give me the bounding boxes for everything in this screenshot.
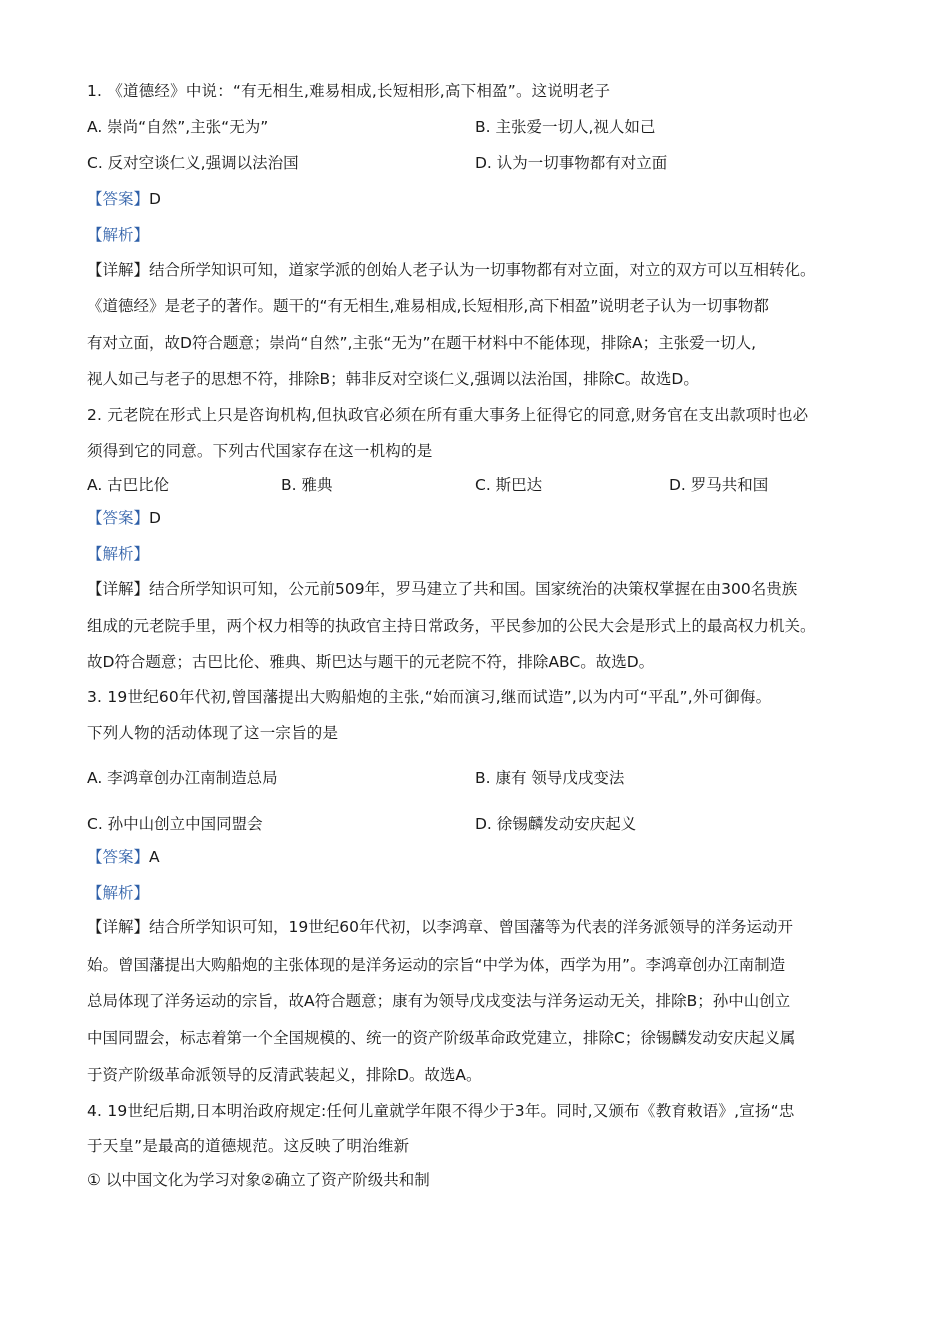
q2-analysis-tag: 【解析】 bbox=[87, 545, 150, 563]
q3-detail-line-2: 始。曾国藩提出大购船炮的主张体现的是洋务运动的宗旨“中学为体，西学为用”。李鸿章创办江南制造 bbox=[87, 956, 786, 974]
q3-detail-tag: 【详解】 bbox=[87, 918, 150, 936]
q2-answer-tag: 【答案】 bbox=[87, 509, 150, 527]
q2-option-a: A. 古巴比伦 bbox=[87, 476, 170, 494]
q3-analysis-tag: 【解析】 bbox=[87, 884, 150, 902]
q3-answer-value: A bbox=[149, 848, 160, 866]
q1-option-b: B. 主张爱一切人,视人如己 bbox=[475, 118, 656, 136]
q4-items: ① 以中国文化为学习对象②确立了资产阶级共和制 bbox=[87, 1171, 430, 1189]
q2-detail-line-1 bbox=[87, 579, 797, 599]
q1-answer-tag: 【答案】 bbox=[87, 190, 150, 208]
q2-stem-line-2: 须得到它的同意。下列古代国家存在这一机构的是 bbox=[87, 442, 433, 460]
q2-answer-value: D bbox=[149, 509, 161, 527]
q2-option-c: C. 斯巴达 bbox=[475, 476, 543, 494]
q1-answer-line bbox=[87, 189, 161, 209]
q2-detail-tag: 【详解】 bbox=[87, 580, 150, 598]
q1-analysis-tag: 【解析】 bbox=[87, 226, 150, 244]
q2-detail-text-1: 结合所学知识可知，公元前509年，罗马建立了共和国。国家统治的决策权掌握在由300名贵族 bbox=[149, 580, 798, 598]
q3-detail-line-1 bbox=[87, 917, 793, 937]
q1-detail-line-3: 有对立面，故D符合题意；崇尚“自然”,主张“无为”在题干材料中不能体现，排除A；主张爱一切人, bbox=[87, 334, 757, 352]
q2-detail-line-3: 故D符合题意；古巴比伦、雅典、斯巴达与题干的元老院不符，排除ABC。故选D。 bbox=[87, 653, 655, 671]
q1-stem: 1. 《道德经》中说：“有无相生,难易相成,长短相形,高下相盈”。这说明老子 bbox=[87, 82, 611, 100]
q4-stem-line-2: 于天皇”是最高的道德规范。这反映了明治维新 bbox=[87, 1137, 410, 1155]
q2-option-b: B. 雅典 bbox=[281, 476, 333, 494]
q1-option-a: A. 崇尚“自然”,主张“无为” bbox=[87, 118, 269, 136]
q1-detail-line-4: 视人如己与老子的思想不符，排除B；韩非反对空谈仁义,强调以法治国，排除C。故选D。 bbox=[87, 370, 699, 388]
q1-detail-text-1: 结合所学知识可知，道家学派的创始人老子认为一切事物都有对立面，对立的双方可以互相转化。 bbox=[149, 261, 816, 279]
q2-stem-line-1: 2. 元老院在形式上只是咨询机构,但执政官必须在所有重大事务上征得它的同意,财务官在支出款项时也必 bbox=[87, 406, 809, 424]
q2-answer-line bbox=[87, 508, 161, 528]
q1-answer-value: D bbox=[149, 190, 161, 208]
q3-stem-line-2: 下列人物的活动体现了这一宗旨的是 bbox=[87, 724, 339, 742]
q1-option-d: D. 认为一切事物都有对立面 bbox=[475, 154, 668, 172]
q3-detail-text-1: 结合所学知识可知，19世纪60年代初，以李鸿章、曾国藩等为代表的洋务派领导的洋务运动开 bbox=[149, 918, 793, 936]
q3-answer-line bbox=[87, 847, 160, 867]
q3-option-a: A. 李鸿章创办江南制造总局 bbox=[87, 769, 278, 787]
q3-answer-tag: 【答案】 bbox=[87, 848, 150, 866]
q2-detail-line-2: 组成的元老院手里，两个权力相等的执政官主持日常政务，平民参加的公民大会是形式上的最高权力机关。 bbox=[87, 617, 816, 635]
q4-stem-line-1: 4. 19世纪后期,日本明治政府规定:任何儿童就学年限不得少于3年。同时,又颁布《教育敕语》,宣扬“忠 bbox=[87, 1102, 795, 1120]
q1-option-c: C. 反对空谈仁义,强调以法治国 bbox=[87, 154, 299, 172]
q3-option-c: C. 孙中山创立中国同盟会 bbox=[87, 815, 263, 833]
q3-option-d: D. 徐锡麟发动安庆起义 bbox=[475, 815, 637, 833]
q3-detail-line-3: 总局体现了洋务运动的宗旨，故A符合题意；康有为领导戊戌变法与洋务运动无关，排除B；孙中山创立 bbox=[87, 992, 791, 1010]
q3-detail-line-5: 于资产阶级革命派领导的反清武装起义，排除D。故选A。 bbox=[87, 1066, 482, 1084]
q1-detail-line-1 bbox=[87, 260, 816, 280]
q3-option-b: B. 康有 领导戊戌变法 bbox=[475, 769, 625, 787]
q3-detail-line-4: 中国同盟会，标志着第一个全国规模的、统一的资产阶级革命政党建立，排除C；徐锡麟发动安庆起义属 bbox=[87, 1029, 796, 1047]
q2-option-d: D. 罗马共和国 bbox=[669, 476, 769, 494]
q1-detail-line-2: 《道德经》是老子的著作。题干的“有无相生,难易相成,长短相形,高下相盈”说明老子认为一切事物都 bbox=[87, 297, 769, 315]
q3-stem-line-1: 3. 19世纪60年代初,曾国藩提出大购船炮的主张,“始而演习,继而试造”,以为内可“平乱”,外可御侮。 bbox=[87, 688, 772, 706]
q1-detail-tag: 【详解】 bbox=[87, 261, 150, 279]
